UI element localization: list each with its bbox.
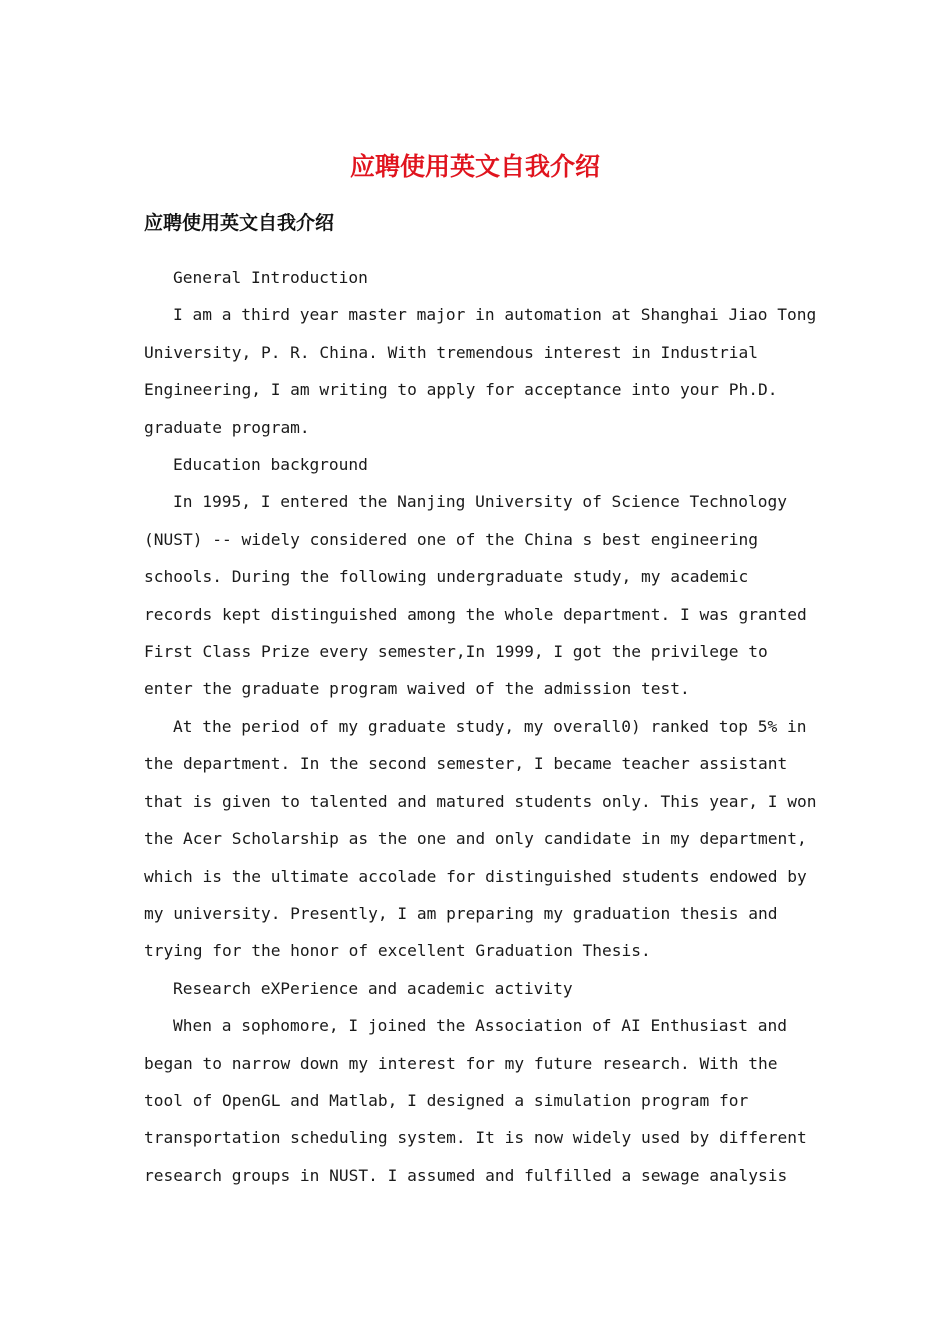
document-subtitle: 应聘使用英文自我介绍 [144, 212, 335, 234]
text-line: the department. In the second semester, I became teacher assistant [144, 754, 788, 774]
paragraph [144, 259, 824, 296]
text-line: When a sophomore, I joined the Association of AI Enthusiast and [173, 1016, 787, 1036]
text-line: that is given to talented and matured students only. This year, I won [144, 791, 817, 811]
paragraph [144, 970, 824, 1007]
text-line: General Introduction [173, 268, 368, 287]
text-line: schools. During the following undergraduate study, my academic [144, 567, 749, 587]
text-line: In 1995, I entered the Nanjing University of Science Technology [173, 492, 787, 512]
text-line: tool of OpenGL and Matlab, I designed a simulation program for [144, 1090, 749, 1110]
paragraph [144, 446, 824, 483]
text-line: began to narrow down my interest for my future research. With the [144, 1053, 778, 1073]
paragraph [144, 296, 824, 446]
text-line: graduate program. [144, 417, 310, 437]
document-body [144, 259, 824, 1194]
text-line: enter the graduate program waived of the admission test. [144, 679, 690, 699]
text-line: the Acer Scholarship as the one and only candidate in my department, [144, 829, 807, 849]
text-line: research groups in NUST. I assumed and fulfilled a sewage analysis [144, 1165, 788, 1185]
text-line: trying for the honor of excellent Graduation Thesis. [144, 941, 651, 961]
text-line: University, P. R. China. With tremendous interest in Industrial [144, 342, 758, 362]
text-line: I am a third year master major in automation at Shanghai Jiao Tong [173, 305, 817, 325]
text-line: First Class Prize every semester,In 1999, I got the privilege to [144, 642, 768, 662]
text-line: which is the ultimate accolade for distinguished students endowed by [144, 866, 807, 886]
text-line: Engineering, I am writing to apply for acceptance into your Ph.D. [144, 380, 778, 400]
text-line: transportation scheduling system. It is now widely used by different [144, 1128, 807, 1148]
text-line: records kept distinguished among the whole department. I was granted [144, 604, 807, 624]
text-line: At the period of my graduate study, my overall0) ranked top 5% in [173, 716, 807, 736]
text-line: Education background [173, 455, 368, 475]
text-line: my university. Presently, I am preparing my graduation thesis and [144, 903, 778, 923]
text-line: (NUST) -- widely considered one of the China s best engineering [144, 529, 758, 549]
paragraph [144, 1007, 824, 1194]
paragraph [144, 483, 824, 707]
paragraph [144, 708, 824, 970]
text-line: Research eXPerience and academic activity [173, 978, 573, 998]
document-title: 应聘使用英文自我介绍 [349, 152, 600, 181]
